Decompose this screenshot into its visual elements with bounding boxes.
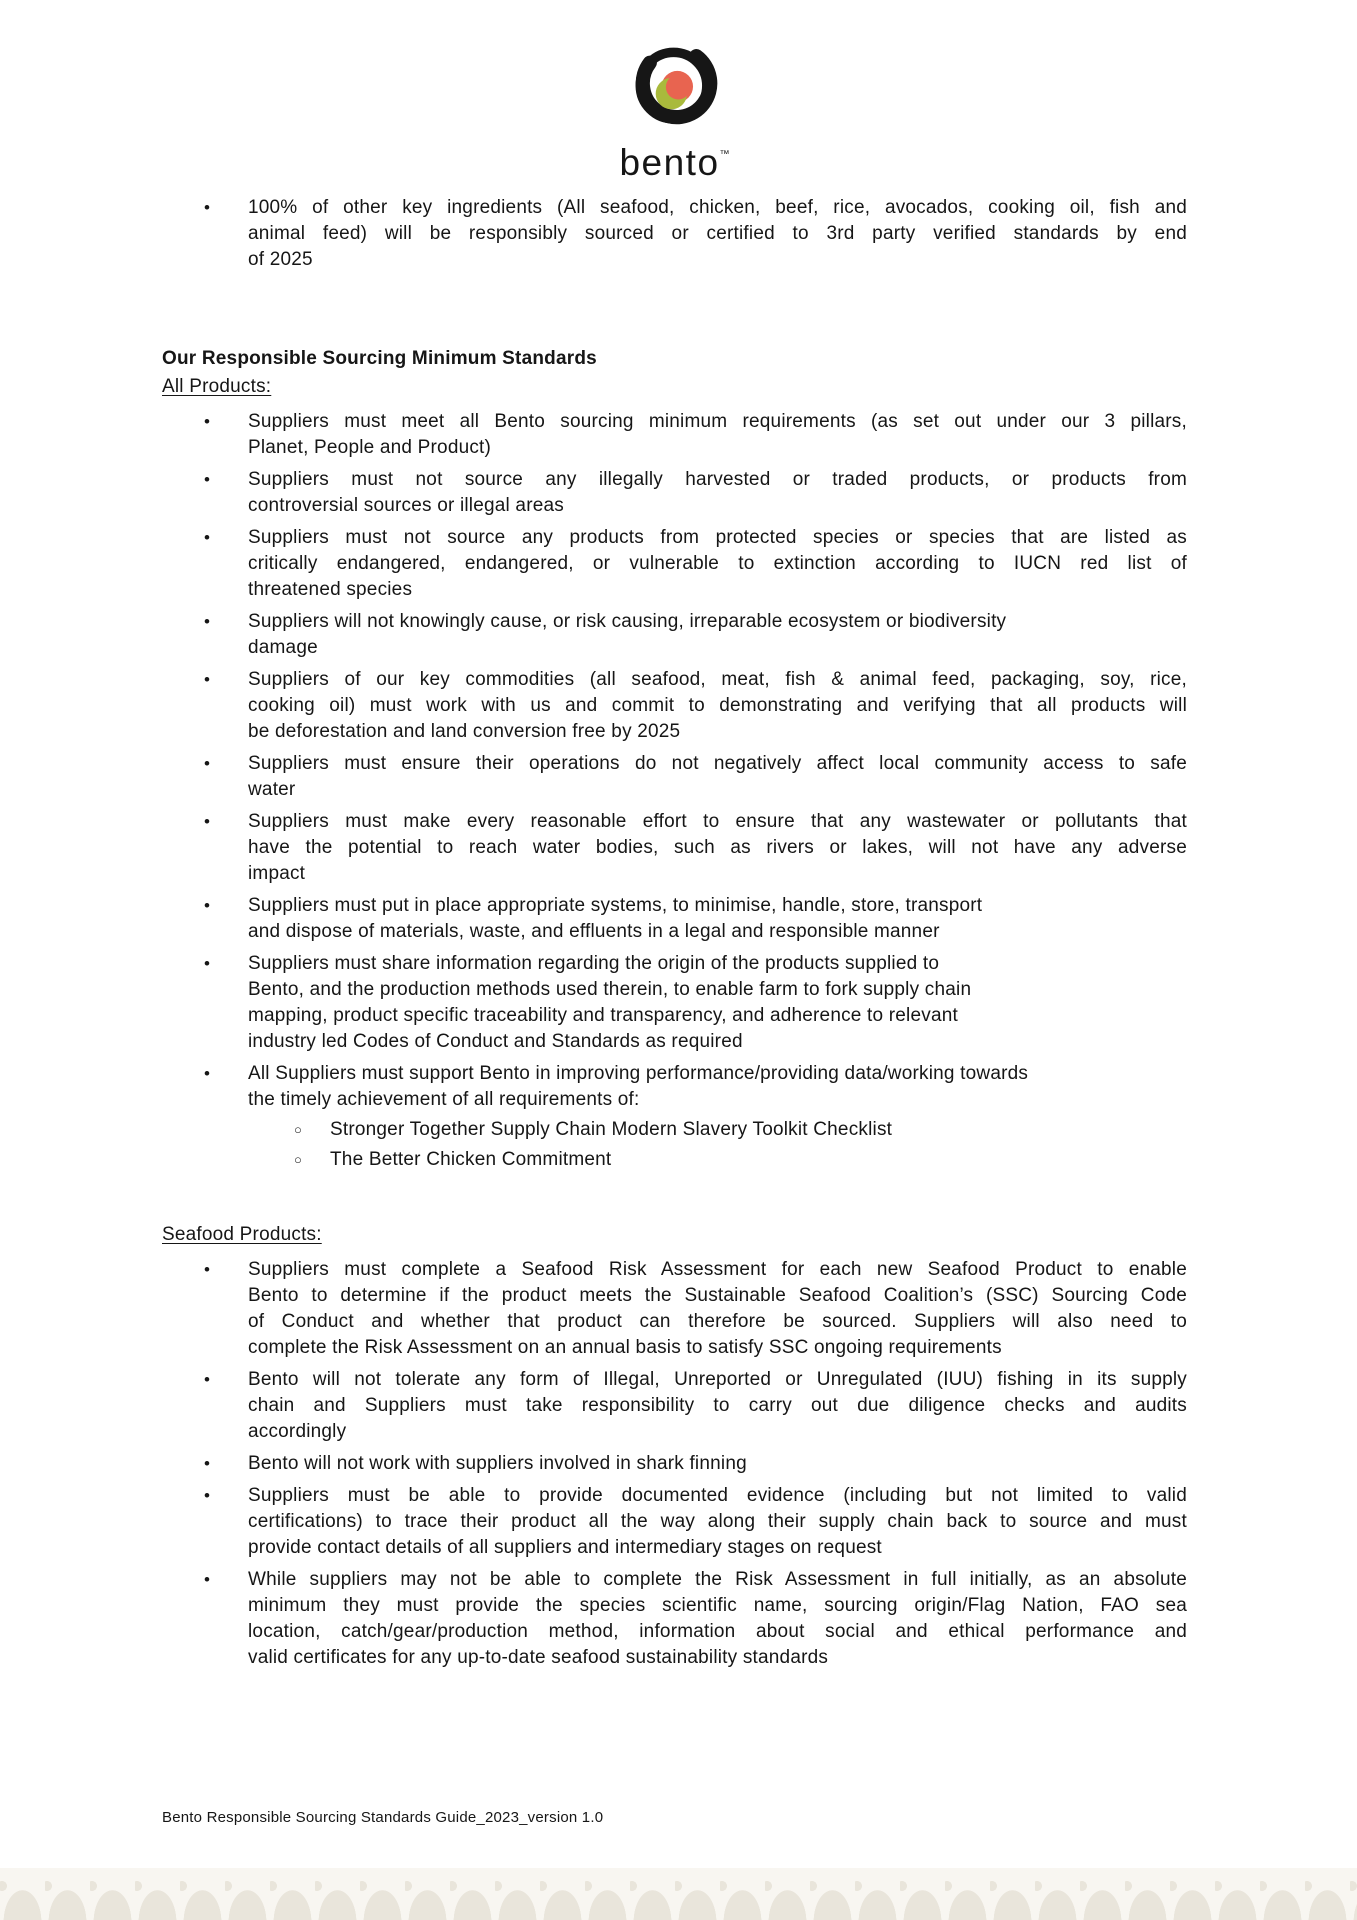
text-line: and dispose of materials, waste, and effluents in a legal and responsible manner <box>248 921 940 942</box>
bullet-text <box>248 809 1187 887</box>
bullet-marker: • <box>204 412 211 431</box>
doc-heading: Our Responsible Sourcing Minimum Standards <box>162 348 597 369</box>
text-line: Suppliers must meet all Bento sourcing minimum requirements (as set out under our 3 pillars, <box>248 411 1187 432</box>
bullet-marker: • <box>204 1260 211 1279</box>
decorative-scallop-border <box>0 1868 1357 1920</box>
bullet-text <box>248 751 1187 803</box>
list-item <box>162 1257 1187 1361</box>
text-line: animal feed) will be responsibly sourced or certified to 3rd party verified standards by end <box>248 223 1187 244</box>
sub-bullet-list <box>248 1117 1187 1173</box>
text-line: While suppliers may not be able to complete the Risk Assessment in full initially, as an absolute <box>248 1569 1187 1590</box>
list-item <box>162 1567 1187 1671</box>
text-line: location, catch/gear/production method, information about social and ethical performance and <box>248 1621 1187 1642</box>
bullet-text <box>248 1061 1187 1173</box>
seafood-products-bullet-list <box>162 1257 1187 1671</box>
list-item <box>162 409 1187 461</box>
bullet-text <box>248 1567 1187 1671</box>
bullet-marker: • <box>204 612 211 631</box>
bullet-marker: • <box>204 1370 211 1389</box>
list-item <box>162 1483 1187 1561</box>
list-item <box>162 951 1187 1055</box>
bullet-marker: • <box>204 1454 211 1473</box>
text-line: water <box>248 779 296 800</box>
text-line: of 2025 <box>248 249 313 270</box>
bullet-text <box>248 893 1187 945</box>
text-line: Suppliers must complete a Seafood Risk Assessment for each new Seafood Product to enable <box>248 1259 1187 1280</box>
list-item <box>162 809 1187 887</box>
sub-bullet-text: Stronger Together Supply Chain Modern Slavery Toolkit Checklist <box>330 1119 893 1140</box>
list-item <box>162 609 1187 661</box>
brand-wordmark <box>575 135 775 183</box>
bullet-text <box>248 467 1187 519</box>
list-item <box>162 195 1187 273</box>
text-line: mapping, product specific traceability and transparency, and adherence to relevant <box>248 1005 958 1026</box>
bullet-marker: • <box>204 954 211 973</box>
text-line: Suppliers must make every reasonable effort to ensure that any wastewater or pollutants that <box>248 811 1187 832</box>
brand-logo <box>575 40 775 183</box>
text-line: Suppliers must ensure their operations do not negatively affect local community access to safe <box>248 753 1187 774</box>
text-line: certifications) to trace their product all the way along their supply chain back to source and must <box>248 1511 1187 1532</box>
sub-bullet-marker: ○ <box>294 1152 303 1167</box>
text-line: accordingly <box>248 1421 347 1442</box>
bullet-marker: • <box>204 198 211 217</box>
text-line: cooking oil) must work with us and commit to demonstrating and verifying that all products will <box>248 695 1187 716</box>
text-line: of Conduct and whether that product can therefore be sourced. Suppliers will also need to <box>248 1311 1187 1332</box>
list-item <box>162 1451 1187 1477</box>
list-item <box>162 667 1187 745</box>
bullet-text <box>248 1451 1187 1477</box>
all-products-bullet-list <box>162 409 1187 1173</box>
sub-list-item <box>248 1147 1187 1173</box>
bullet-marker: • <box>204 470 211 489</box>
list-item <box>162 525 1187 603</box>
text-line: 100% of other key ingredients (All seafood, chicken, beef, rice, avocados, cooking oil, fish and <box>248 197 1187 218</box>
bullet-text <box>248 951 1187 1055</box>
sub-bullet-text: The Better Chicken Commitment <box>330 1149 612 1170</box>
footer-text: Bento Responsible Sourcing Standards Guide_2023_version 1.0 <box>162 1809 604 1826</box>
section-title-all-products: All Products: <box>162 376 272 397</box>
text-line: have the potential to reach water bodies, such as rivers or lakes, will not have any adverse <box>248 837 1187 858</box>
trademark-symbol: ™ <box>719 149 730 160</box>
list-item <box>162 1367 1187 1445</box>
bullet-text <box>248 1483 1187 1561</box>
list-item <box>162 1061 1187 1173</box>
text-line: Suppliers must not source any illegally harvested or traded products, or products from <box>248 469 1187 490</box>
text-line: complete the Risk Assessment on an annual basis to satisfy SSC ongoing requirements <box>248 1337 1002 1358</box>
section-title-seafood-products: Seafood Products: <box>162 1224 322 1245</box>
bullet-marker: • <box>204 754 211 773</box>
bullet-text <box>248 667 1187 745</box>
text-line: impact <box>248 863 306 884</box>
text-line: controversial sources or illegal areas <box>248 495 564 516</box>
list-item <box>162 467 1187 519</box>
bullet-marker: • <box>204 528 211 547</box>
document-body <box>162 195 1187 1671</box>
sub-list-item <box>248 1117 1187 1143</box>
brand-name: bento <box>619 142 720 183</box>
text-line: chain and Suppliers must take responsibility to carry out due diligence checks and audits <box>248 1395 1187 1416</box>
text-line: minimum they must provide the species scientific name, sourcing origin/Flag Nation, FAO sea <box>248 1595 1187 1616</box>
intro-bullet-list <box>162 195 1187 273</box>
bullet-text <box>248 409 1187 461</box>
text-line: Suppliers of our key commodities (all seafood, meat, fish & animal feed, packaging, soy, rice, <box>248 669 1187 690</box>
bullet-marker: • <box>204 670 211 689</box>
text-line: be deforestation and land conversion free by 2025 <box>248 721 681 742</box>
text-line: critically endangered, endangered, or vulnerable to extinction according to IUCN red list of <box>248 553 1187 574</box>
sub-bullet-marker: ○ <box>294 1122 303 1137</box>
list-item <box>162 751 1187 803</box>
text-line: valid certificates for any up-to-date seafood sustainability standards <box>248 1647 829 1668</box>
text-line: Suppliers must be able to provide documented evidence (including but not limited to valid <box>248 1485 1187 1506</box>
text-line: Suppliers will not knowingly cause, or risk causing, irreparable ecosystem or biodiversity <box>248 611 1007 632</box>
bullet-marker: • <box>204 896 211 915</box>
text-line: Suppliers must put in place appropriate systems, to minimise, handle, store, transport <box>248 895 983 916</box>
text-line: Bento will not work with suppliers involved in shark finning <box>248 1453 747 1474</box>
bullet-marker: • <box>204 1486 211 1505</box>
text-line: Suppliers must not source any products from protected species or species that are listed as <box>248 527 1187 548</box>
text-line: Bento will not tolerate any form of Illegal, Unreported or Unregulated (IUU) fishing in its supply <box>248 1369 1187 1390</box>
text-line: Bento, and the production methods used therein, to enable farm to fork supply chain <box>248 979 972 1000</box>
text-line: Planet, People and Product) <box>248 437 492 458</box>
text-line: threatened species <box>248 579 413 600</box>
bullet-marker: • <box>204 1570 211 1589</box>
bullet-marker: • <box>204 1064 211 1083</box>
text-line: Bento to determine if the product meets the Sustainable Seafood Coalition’s (SSC) Sourcing Code <box>248 1285 1187 1306</box>
text-line: Suppliers must share information regarding the origin of the products supplied to <box>248 953 940 974</box>
text-line: provide contact details of all suppliers and intermediary stages on request <box>248 1537 882 1558</box>
bullet-text <box>248 609 1187 661</box>
text-line: the timely achievement of all requirements of: <box>248 1089 640 1110</box>
bullet-text <box>248 1257 1187 1361</box>
text-line: damage <box>248 637 318 658</box>
bullet-marker: • <box>204 812 211 831</box>
text-line: industry led Codes of Conduct and Standards as required <box>248 1031 743 1052</box>
list-item <box>162 893 1187 945</box>
bullet-text <box>248 525 1187 603</box>
bullet-text <box>248 195 1187 273</box>
bento-sushi-logo-icon <box>627 40 722 135</box>
bullet-text <box>248 1367 1187 1445</box>
text-line: All Suppliers must support Bento in improving performance/providing data/working towards <box>248 1063 1029 1084</box>
